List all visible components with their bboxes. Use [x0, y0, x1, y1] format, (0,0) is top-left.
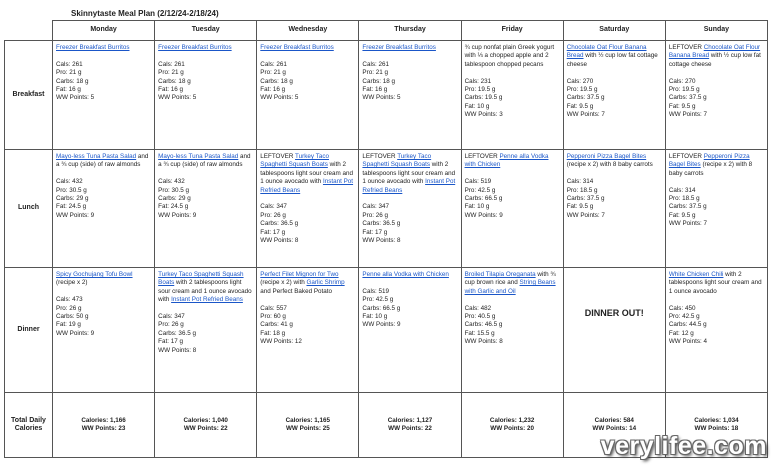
nutrition-line: WW Points: 7 [566, 111, 605, 119]
spacer [465, 296, 560, 304]
meal-text: with ½ cup low fat cottage cheese [566, 52, 658, 68]
meal-text: LEFTOVER [668, 153, 704, 160]
spacer [56, 288, 151, 296]
nutrition-line: WW Points: 7 [668, 111, 707, 119]
nutrition-line: Pro: 21 g [56, 69, 82, 77]
total-calories: Calories: 1,127 [387, 416, 433, 424]
meal-description [56, 271, 151, 288]
nutrition-line: Cals: 519 [362, 287, 390, 295]
recipe-link[interactable]: Turkey Taco Spaghetti Squash Boats [260, 153, 329, 169]
total-points: WW Points: 14 [592, 425, 637, 432]
nutrition-line: Cals: 432 [158, 178, 185, 186]
nutrition-line: Pro: 26 g [158, 321, 184, 329]
breakfast-cell [359, 41, 461, 150]
spacer [669, 296, 764, 304]
dinner-cell [665, 268, 767, 393]
recipe-link[interactable]: Turkey Taco Spaghetti Squash Boats [158, 271, 244, 287]
lunch-cell [53, 150, 155, 268]
lunch-cell [155, 150, 257, 268]
nutrition-line: Fat: 9.5 g [566, 203, 594, 211]
spacer [567, 69, 662, 77]
nutrition-line: Carbs: 37.5 g [566, 94, 605, 102]
nutrition-line: Cals: 261 [158, 60, 185, 68]
page-title: Skinnytaste Meal Plan (2/12/24-2/18/24) [71, 9, 219, 18]
lunch-cell [359, 150, 461, 268]
meal-plan-table [4, 20, 768, 458]
total-cell [155, 393, 257, 458]
recipe-link[interactable]: Freezer Breakfast Burritos [362, 44, 436, 51]
nutrition-line: WW Points: 9 [158, 211, 197, 219]
nutrition-line: Carbs: 37.5 g [668, 203, 707, 211]
spacer [260, 296, 355, 304]
nutrition-line: Pro: 19.5 g [464, 86, 496, 94]
nutrition-line: Fat: 15.5 g [464, 329, 495, 337]
nutrition-line: WW Points: 8 [464, 338, 503, 346]
total-points: WW Points: 23 [81, 425, 126, 432]
breakfast-cell [155, 41, 257, 150]
nutrition-line: Carbs: 36.5 g [362, 220, 401, 228]
meal-text: ¾ cup nonfat plain Greek yogurt with ⅓ a chopped apple and 2 tablespoon chopped pecans [464, 44, 555, 68]
total-cell [359, 393, 461, 458]
total-cell [257, 393, 359, 458]
recipe-link[interactable]: Broiled Tilapia Oreganata [464, 271, 536, 278]
meal-text: with ½ cup low fat cottage cheese [668, 52, 761, 68]
nutrition-line: Cals: 261 [56, 60, 83, 68]
breakfast-cell [257, 41, 359, 150]
nutrition-line: Cals: 347 [260, 203, 287, 211]
meal-text: LEFTOVER [464, 153, 500, 160]
meal-description [56, 153, 151, 170]
meal-text: LEFTOVER [260, 153, 296, 160]
meal-description [362, 271, 457, 279]
breakfast-cell [53, 41, 155, 150]
nutrition-line: WW Points: 8 [362, 237, 401, 245]
nutrition-line: Cals: 450 [668, 304, 696, 312]
nutrition-line: Fat: 18 g [260, 329, 286, 337]
nutrition-line: Pro: 26 g [260, 211, 286, 219]
meal-description [158, 153, 253, 170]
nutrition-line: Carbs: 36.5 g [158, 329, 196, 337]
nutrition-line: WW Points: 4 [668, 338, 707, 346]
breakfast-cell [461, 41, 563, 150]
meal-text: with ¾ cup brown rice and [464, 271, 556, 287]
nutrition-line: Carbs: 36.5 g [260, 220, 299, 228]
nutrition-line: Carbs: 18 g [362, 77, 395, 85]
nutrition-line: Carbs: 37.5 g [668, 94, 707, 102]
spacer [567, 170, 662, 178]
nutrition-line: Carbs: 19.5 g [464, 94, 503, 102]
nutrition-line: Cals: 347 [158, 313, 185, 321]
total-points: WW Points: 20 [490, 425, 534, 432]
spacer [362, 195, 457, 203]
nutrition-line: Pro: 42.5 g [362, 296, 394, 304]
nutrition-line: Carbs: 18 g [260, 77, 293, 85]
nutrition-line: Cals: 432 [56, 178, 83, 186]
nutrition-line: Fat: 17 g [260, 228, 286, 236]
nutrition-line: Fat: 17 g [362, 228, 388, 236]
total-points: WW Points: 25 [285, 425, 330, 432]
watermark: verylifee.com [600, 432, 767, 460]
nutrition-line: Cals: 270 [566, 77, 594, 85]
row-label-dinner: Dinner [5, 268, 53, 393]
meal-text: with 2 tablespoons light sour cream and 1 ounce avocado with [362, 161, 456, 186]
row-label-total: Total Daily Calories [5, 393, 53, 458]
total-cell [461, 393, 563, 458]
nutrition-line: WW Points: 3 [464, 111, 503, 119]
recipe-link[interactable]: Mayo-less Tuna Pasta Salad [56, 153, 137, 160]
meal-description [669, 271, 764, 296]
meal-description [56, 44, 151, 52]
spacer [56, 52, 151, 60]
spacer [362, 279, 457, 287]
meal-text: (recipe x 2) with [260, 279, 307, 287]
dinner-cell [461, 268, 563, 393]
nutrition-line: Carbs: 41 g [260, 321, 293, 329]
nutrition-line: Fat: 16 g [362, 86, 388, 94]
nutrition-line: Cals: 557 [260, 304, 287, 312]
nutrition-line: Fat: 24.5 g [158, 203, 189, 211]
total-calories: Calories: 1,040 [183, 416, 228, 424]
dinner-cell [257, 268, 359, 393]
nutrition-line: Carbs: 18 g [56, 77, 89, 85]
nutrition-line: Cals: 482 [464, 304, 492, 312]
meal-description [669, 44, 764, 69]
lunch-cell [461, 150, 563, 268]
meal-description [567, 153, 662, 170]
spacer [362, 52, 457, 60]
nutrition-line: Carbs: 50 g [56, 313, 89, 321]
recipe-link[interactable]: Freezer Breakfast Burritos [56, 44, 130, 51]
meal-text: and a ¾ cup (side) of raw almonds [56, 153, 149, 169]
nutrition-line: Fat: 9.5 g [566, 102, 594, 110]
nutrition-line: Pro: 18.5 g [566, 186, 598, 194]
recipe-link[interactable]: Freezer Breakfast Burritos [260, 44, 334, 51]
meal-text: LEFTOVER [362, 153, 398, 160]
nutrition-line: Carbs: 44.5 g [668, 321, 707, 329]
nutrition-line: WW Points: 7 [668, 220, 707, 228]
nutrition-line: Fat: 16 g [158, 86, 183, 94]
nutrition-line: Carbs: 66.5 g [362, 304, 401, 312]
row-label-breakfast: Breakfast [5, 41, 53, 150]
nutrition-line: Pro: 19.5 g [668, 86, 700, 94]
meal-description [362, 153, 457, 195]
recipe-link[interactable]: Penne alla Vodka with Chicken [464, 153, 549, 169]
recipe-link[interactable]: Turkey Taco Spaghetti Squash Boats [362, 153, 432, 169]
nutrition-line: WW Points: 9 [56, 211, 95, 219]
meal-description [567, 44, 662, 69]
nutrition-line: Carbs: 29 g [56, 195, 89, 203]
nutrition-line: Cals: 261 [260, 60, 287, 68]
day-header: Monday [53, 21, 155, 41]
total-calories: Calories: 1,034 [694, 416, 739, 424]
nutrition-line: Pro: 21 g [362, 69, 388, 77]
recipe-link[interactable]: String Beans with Garlic and Oil [464, 279, 556, 295]
meal-description [465, 153, 560, 170]
meal-description [260, 271, 355, 296]
corner-cell [5, 21, 53, 41]
nutrition-line: Pro: 42.5 g [464, 186, 496, 194]
nutrition-line: WW Points: 5 [158, 94, 197, 102]
nutrition-line: Fat: 10 g [362, 313, 388, 321]
nutrition-line: WW Points: 9 [362, 321, 401, 329]
meal-description [260, 153, 355, 195]
spacer [465, 69, 560, 77]
nutrition-line: Pro: 30.5 g [158, 186, 189, 194]
recipe-link[interactable]: Chocolate Oat Flour Banana Bread [566, 44, 647, 60]
nutrition-line: Pro: 18.5 g [668, 195, 700, 203]
meal-description [465, 271, 560, 296]
nutrition-line: Cals: 270 [668, 77, 696, 85]
total-points: WW Points: 22 [183, 425, 228, 432]
breakfast-cell [563, 41, 665, 150]
nutrition-line: Fat: 24.5 g [56, 203, 87, 211]
nutrition-line: Fat: 10 g [464, 102, 490, 110]
nutrition-line: Pro: 21 g [260, 69, 286, 77]
nutrition-line: WW Points: 9 [56, 329, 95, 337]
recipe-link[interactable]: Instant Pot Refried Beans [260, 178, 354, 194]
meal-description [260, 44, 355, 52]
spacer [56, 170, 151, 178]
spacer [158, 52, 253, 60]
nutrition-line: Cals: 231 [464, 77, 492, 85]
nutrition-line: Fat: 16 g [260, 86, 286, 94]
spacer [669, 178, 764, 186]
nutrition-line: Cals: 261 [362, 60, 390, 68]
meal-text: (recipe x 2) [56, 279, 88, 287]
nutrition-line: WW Points: 5 [362, 94, 401, 102]
nutrition-line: Fat: 16 g [56, 86, 81, 94]
nutrition-line: Cals: 473 [56, 296, 83, 304]
dinner-out-label: DINNER OUT! [584, 308, 644, 318]
dinner-cell [155, 268, 257, 393]
nutrition-line: WW Points: 8 [260, 237, 299, 245]
total-calories: Calories: 1,232 [489, 416, 535, 424]
nutrition-line: WW Points: 5 [56, 94, 95, 102]
recipe-link[interactable]: Instant Pot Refried Beans [171, 296, 243, 304]
meal-text: with 2 tablespoons light sour cream and 1 ounce avocado [668, 271, 762, 295]
meal-description [158, 271, 253, 305]
nutrition-line: Pro: 19.5 g [566, 86, 598, 94]
meal-description [158, 44, 253, 52]
nutrition-line: WW Points: 12 [260, 338, 302, 346]
day-header: Saturday [563, 21, 665, 41]
spacer [669, 69, 764, 77]
nutrition-line: Carbs: 46.5 g [464, 321, 503, 329]
total-cell [53, 393, 155, 458]
recipe-link[interactable]: Pepperoni Pizza Bagel Bites [566, 153, 647, 160]
meal-text: with 2 tablespoons light sour cream and 1 ounce avocado with [260, 161, 354, 186]
nutrition-line: Pro: 60 g [260, 313, 286, 321]
spacer [158, 170, 253, 178]
meal-text: and Perfect Baked Potato [260, 287, 333, 295]
day-header: Friday [461, 21, 563, 41]
nutrition-line: WW Points: 8 [158, 346, 197, 354]
meal-text: LEFTOVER [668, 44, 704, 51]
recipe-link[interactable]: Perfect Filet Mignon for Two [260, 271, 339, 278]
lunch-cell [257, 150, 359, 268]
day-header: Thursday [359, 21, 461, 41]
day-header: Wednesday [257, 21, 359, 41]
recipe-link[interactable]: White Chicken Chili [668, 271, 724, 278]
recipe-link[interactable]: Freezer Breakfast Burritos [158, 44, 232, 51]
meal-text: (recipe x 2) with 8 baby carrots [668, 161, 753, 177]
nutrition-line: Pro: 21 g [158, 69, 184, 77]
total-calories: Calories: 1,165 [285, 416, 331, 424]
recipe-link[interactable]: Instant Pot Refried Beans [362, 178, 456, 194]
nutrition-line: Fat: 9.5 g [668, 211, 696, 219]
nutrition-line: WW Points: 5 [260, 94, 299, 102]
day-header: Sunday [665, 21, 767, 41]
recipe-link[interactable]: Pepperoni Pizza Bagel Bites [668, 153, 750, 169]
nutrition-line: Pro: 26 g [362, 211, 388, 219]
nutrition-line: Cals: 519 [464, 178, 492, 186]
total-points: WW Points: 22 [388, 425, 432, 432]
spacer [260, 195, 355, 203]
dinner-cell [359, 268, 461, 393]
meal-text: (recipe x 2) with 8 baby carrots [566, 161, 653, 169]
total-calories: Calories: 1,166 [81, 416, 126, 424]
recipe-link[interactable]: Garlic Shrimp [306, 279, 345, 287]
nutrition-line: Cals: 314 [566, 178, 594, 186]
total-calories: Calories: 584 [594, 416, 634, 424]
total-points: WW Points: 18 [694, 425, 739, 432]
nutrition-line: Carbs: 29 g [158, 195, 191, 203]
nutrition-line: Carbs: 37.5 g [566, 195, 605, 203]
nutrition-line: Pro: 42.5 g [668, 313, 700, 321]
lunch-cell [563, 150, 665, 268]
spacer [465, 170, 560, 178]
lunch-cell [665, 150, 767, 268]
row-label-lunch: Lunch [5, 150, 53, 268]
dinner-cell [563, 268, 665, 393]
meal-description [362, 44, 457, 52]
spacer [158, 305, 253, 313]
dinner-cell [53, 268, 155, 393]
recipe-link[interactable]: Mayo-less Tuna Pasta Salad [158, 153, 239, 160]
nutrition-line: Fat: 12 g [668, 329, 694, 337]
dinner-row [5, 268, 768, 393]
nutrition-line: Carbs: 18 g [158, 77, 191, 85]
day-header: Tuesday [155, 21, 257, 41]
nutrition-line: Cals: 347 [362, 203, 390, 211]
nutrition-line: Cals: 314 [668, 186, 696, 194]
nutrition-line: Fat: 10 g [464, 203, 490, 211]
spacer [260, 52, 355, 60]
nutrition-line: WW Points: 9 [464, 211, 503, 219]
recipe-link[interactable]: Penne alla Vodka with Chicken [362, 271, 449, 278]
nutrition-line: Pro: 26 g [56, 304, 82, 312]
meal-description [669, 153, 764, 178]
lunch-row [5, 150, 768, 268]
recipe-link[interactable]: Spicy Gochujang Tofu Bowl [56, 271, 133, 278]
breakfast-cell [665, 41, 767, 150]
header-row [5, 21, 768, 41]
breakfast-row [5, 41, 768, 150]
nutrition-line: Pro: 40.5 g [464, 313, 496, 321]
meal-text: with 2 tablespoons light sour cream and 1 ounce avocado with [158, 279, 252, 304]
nutrition-line: WW Points: 7 [566, 211, 605, 219]
nutrition-line: Carbs: 66.5 g [464, 195, 503, 203]
meal-text: and a ¾ cup (side) of raw almonds [158, 153, 251, 169]
nutrition-line: Fat: 17 g [158, 338, 183, 346]
nutrition-line: Pro: 30.5 g [56, 186, 87, 194]
meal-description [465, 44, 560, 69]
nutrition-line: Fat: 9.5 g [668, 102, 696, 110]
recipe-link[interactable]: Chocolate Oat Flour Banana Bread [668, 44, 761, 60]
nutrition-line: Fat: 19 g [56, 321, 81, 329]
